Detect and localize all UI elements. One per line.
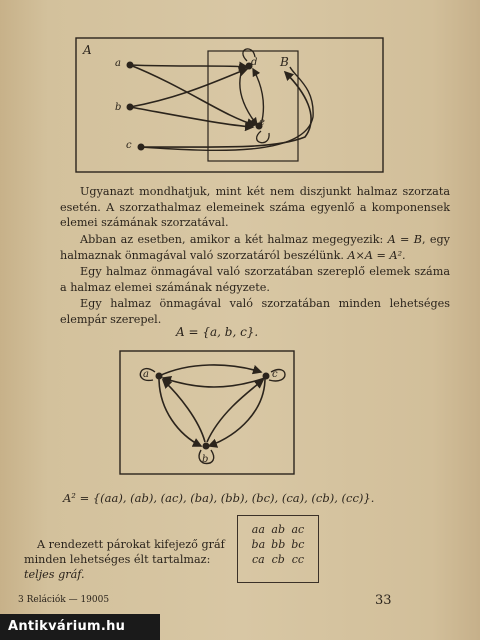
node-b-label-2: b <box>202 454 209 465</box>
bottom-text-line-1: A rendezett párokat kifejező gráf <box>37 538 225 551</box>
paragraph-4: Egy halmaz önmagával való szorzatában minden lehetséges elempár szerepel. <box>60 297 450 326</box>
pair-cell: ca <box>251 553 265 566</box>
paragraph-2: Abban az esetben, amikor a két halmaz megegyezik: A = B, egy halmaznak önmagával való szorzatáról beszélünk. A×A = A². <box>60 233 450 262</box>
bottom-text-line-2: minden lehetséges élt tartalmaz: <box>24 553 211 566</box>
pair-cell: bc <box>291 538 305 551</box>
square-set-formula: A² = {(aa), (ab), (ac), (ba), (bb), (bc), (ca), (cb), (cc)}. <box>63 491 375 505</box>
set-a-label: A <box>83 43 92 57</box>
node-b-label: b <box>115 102 122 113</box>
paragraph-1: Ugyanazt mondhatjuk, mint két nem diszjunkt halmaz szorzata esetén. A szorzathalmaz elemeinek száma egyenlő a komponensek elemei számának szorzatával. <box>60 185 450 229</box>
pair-cell: ab <box>271 523 285 536</box>
set-b-label: B <box>280 55 289 69</box>
set-definition: A = {a, b, c}. <box>176 325 259 339</box>
node-a-label: a <box>115 58 121 69</box>
figure-complete-graph <box>119 350 295 476</box>
node-c-label-2: c <box>272 369 278 380</box>
pair-cell: cb <box>271 553 285 566</box>
pair-cell: cc <box>291 553 305 566</box>
figure-product-graph <box>75 37 385 175</box>
node-a-label-2: a <box>143 369 149 380</box>
node-d-label: d <box>251 57 258 68</box>
ordered-pairs-table <box>237 515 319 583</box>
pair-cell: ba <box>251 538 266 551</box>
page-number: 33 <box>375 593 392 608</box>
watermark-logo: Antikvárium.hu <box>0 614 160 640</box>
pair-cell: aa <box>251 523 265 536</box>
bottom-text-line-3: teljes gráf. <box>24 568 85 581</box>
pair-cell: ac <box>291 523 305 536</box>
node-e-label: e <box>259 117 265 128</box>
footer-signature: 3 Relációk — 19005 <box>18 595 110 605</box>
pair-cell: bb <box>271 538 286 551</box>
paragraph-3: Egy halmaz önmagával való szorzatában szereplő elemek száma a halmaz elemei számának négyzete. <box>60 265 450 294</box>
set-a-box <box>76 38 383 172</box>
node-c-label: c <box>126 140 132 151</box>
